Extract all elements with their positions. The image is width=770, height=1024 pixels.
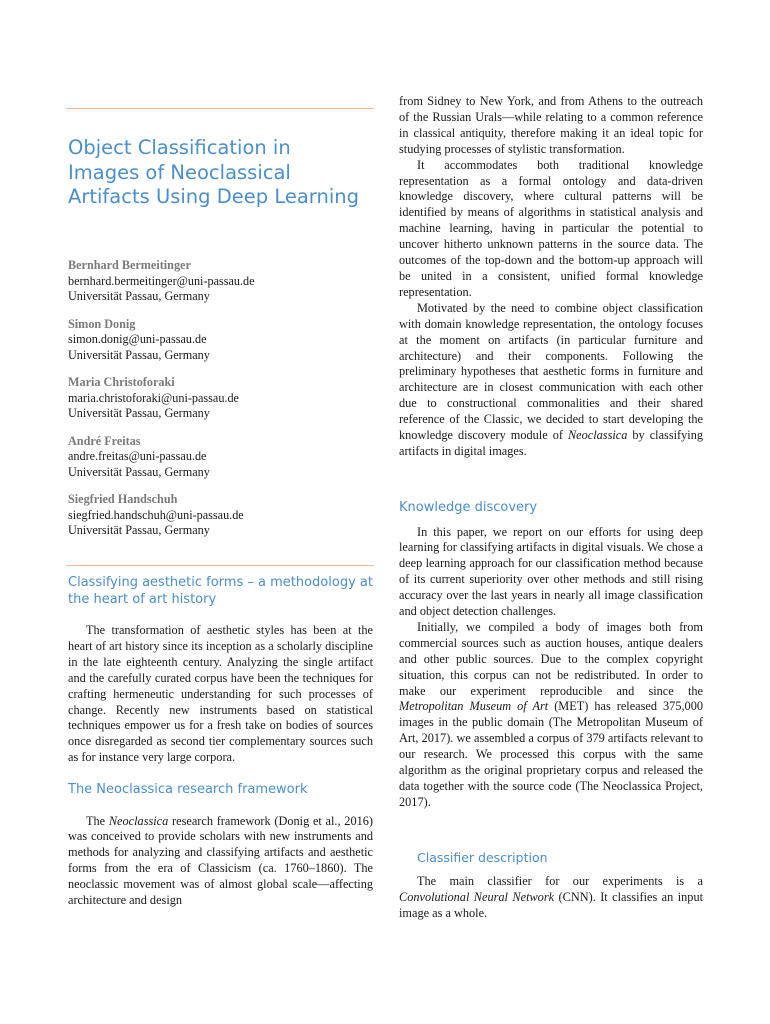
- author-email: simon.donig@uni-passau.de: [68, 332, 207, 346]
- author-affiliation: Universität Passau, Germany: [68, 347, 210, 362]
- section-heading: Classifying aesthetic forms – a methodology at the heart of art history: [68, 575, 373, 607]
- text-run: The: [86, 813, 109, 828]
- author-name: André Freitas: [68, 433, 141, 448]
- author-name: Bernhard Bermeitinger: [68, 258, 191, 272]
- author-affiliation: Universität Passau, Germany: [68, 523, 210, 537]
- author-affiliation: Universität Passau, Germany: [68, 289, 210, 303]
- author-block: [68, 375, 368, 422]
- emphasis: Convolutional Neural Network: [399, 889, 555, 904]
- paragraph: [399, 874, 703, 922]
- text-run: (CNN). It classifies an input image as a whole.: [399, 889, 704, 920]
- author-email: andre.freitas@uni-passau.de: [68, 449, 207, 463]
- author-list: [68, 258, 368, 551]
- paragraph: [399, 620, 703, 811]
- section-rule: [66, 565, 374, 566]
- emphasis: Metropolitan Museum of Art: [399, 699, 549, 714]
- author-block: [68, 258, 368, 305]
- author-affiliation: Universität Passau, Germany: [68, 406, 210, 420]
- author-affiliation: Universität Passau, Germany: [68, 464, 210, 479]
- paragraph: [399, 301, 703, 460]
- author-block: [68, 434, 368, 481]
- text-run: Initially, we compiled a body of images both from commercial sources such as auction houses, antique dealers and other public sources. Due to the complex copyright situation, this corpus can not be redistributed. In order to make our experiment reproducible and since the: [399, 619, 703, 698]
- text-run: by classifying artifacts in digital images.: [399, 428, 703, 458]
- text-run: The main classifier for our experiments is a: [417, 874, 703, 888]
- section-heading: The Neoclassica research framework: [68, 782, 308, 797]
- subsection-heading: Classifier description: [417, 850, 548, 865]
- paragraph: [68, 814, 373, 909]
- top-rule: [66, 108, 374, 109]
- section-classifier: [399, 850, 703, 922]
- paragraph: In this paper, we report on our efforts for using deep learning for classifying artifacts in digital visuals. We chose a deep learning approach for our classification method because of its current superiority over other methods and still rising accuracy over the last years in nearly all image classification and object detection challenges.: [399, 524, 703, 619]
- text-run: (MET) has released 375,000 images in the public domain (The Metropolitan Museum of Art, 2017). we assembled a corpus of 379 artifacts relevant to our research. We processed this corpus with the same algorithm as the original proprietary corpus and released the data together with the source code (The Neoclassica Project, 2017).: [399, 699, 703, 809]
- author-block: [68, 492, 368, 539]
- author-name: Siegfried Handschuh: [68, 492, 178, 506]
- author-block: [68, 317, 368, 364]
- paper-title: Object Classification in Images of Neoclassical Artifacts Using Deep Learning: [68, 136, 359, 208]
- author-email: maria.christoforaki@uni-passau.de: [68, 390, 239, 405]
- paragraph: The transformation of aesthetic styles has been at the heart of art history since its inception as a scholarly discipline in the late eighteenth century. Analyzing the single artifact and the carefully curated corpus have been the techniques for crafting hermeneutic understanding for such processes of change. Recently new instruments based on statistical techniques empower us for a fresh take on bodies of sources once disregarded as second tier complementary sources such as for instance very large corpora.: [68, 623, 373, 765]
- section-knowledge-discovery: [399, 500, 703, 811]
- emphasis: Neoclassica: [567, 428, 628, 443]
- author-name: Simon Donig: [68, 316, 136, 331]
- section-classifying: [68, 575, 373, 766]
- paragraph: from Sidney to New York, and from Athens to the outreach of the Russian Urals—while relating to a common reference in classical antiquity, therefore making it an ideal topic for studying processes of stylistic transformation.: [399, 94, 703, 156]
- emphasis: Neoclassica: [108, 813, 169, 828]
- text-run: research framework (Donig et al., 2016) was conceived to provide scholars with new instruments and methods for analyzing and classifying artifacts and aesthetic forms from the era of Classicism (ca. 1760–1860). The neoclassic movement was of almost global scale—affecting architecture and design: [68, 813, 373, 908]
- text-run: Motivated by the need to combine object classification with domain knowledge representation, the ontology focuses at the moment on artifacts (in particular furniture and architecture) and their components. Following the preliminary hypotheses that aesthetic forms in furniture and architecture are in closest communication with each other due to constructional commonalities and their shared reference of the Classic, we decided to start developing the knowledge discovery module of: [399, 300, 703, 443]
- author-email: siegfried.handschuh@uni-passau.de: [68, 507, 244, 522]
- section-framework: [68, 782, 373, 909]
- paragraph: It accommodates both traditional knowledge representation as a formal ontology and data-driven knowledge discovery, where cultural patterns will be identified by means of algorithms in statistical analysis and machine learning, having in particular the potential to uncover hitherto unknown patterns in the source data. The outcomes of the top-down and the bottom-up approach will be united in a consistent, unified formal knowledge representation.: [399, 157, 703, 299]
- framework-continued: [399, 94, 703, 460]
- author-name: Maria Christoforaki: [68, 375, 175, 389]
- section-heading: Knowledge discovery: [399, 500, 538, 515]
- author-email: bernhard.bermeitinger@uni-passau.de: [68, 273, 255, 288]
